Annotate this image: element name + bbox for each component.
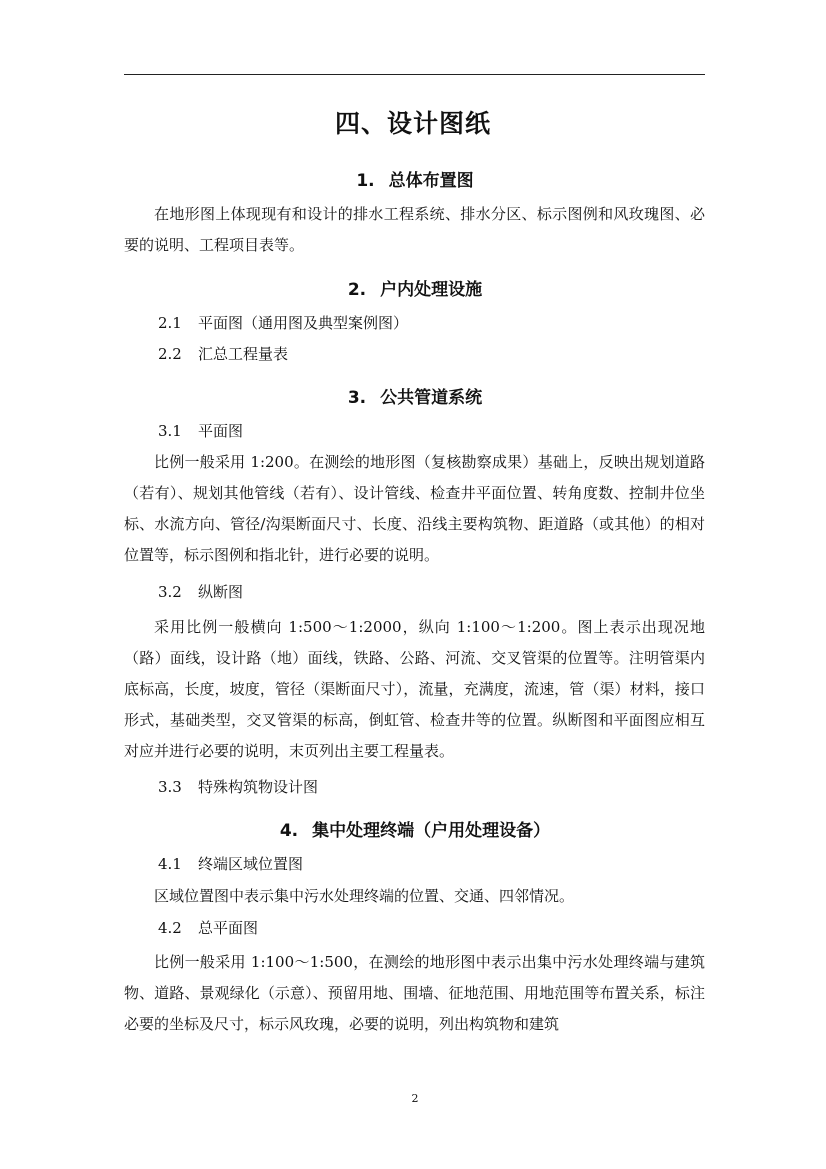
section-1-heading [0,166,826,191]
subsection-3-1 [158,416,243,447]
subsection-2-2-label: 汇总工程量表 [198,345,289,363]
subsection-3-2-number: 3.2 [158,583,182,601]
section-2-title: 户内处理设施 [380,280,483,300]
section-4-heading [0,816,826,841]
section-3-2-paragraph: 采用比例一般横向 1:500～1:2000，纵向 1:100～1:200。图上表示出现况地（路）面线，设计路（地）面线，铁路、公路、河流、交叉管渠的位置等。注明管渠内底标高，长度，坡度，管径（渠断面尺寸），流量，充满度，流速，管（渠）材料，接口形式，基础类型，交叉管渠的标高，倒虹管、检查井等的位置。纵断图和平面图应相互对应并进行必要的说明，末页列出主要工程量表。 [124,618,705,760]
subsection-3-3-number: 3.3 [158,778,182,796]
subsection-2-1-number: 2.1 [158,314,182,332]
section-4-1-paragraph: 区域位置图中表示集中污水处理终端的位置、交通、四邻情况。 [154,887,575,905]
subsection-4-2 [158,913,258,944]
page-title: 四、设计图纸 [334,109,491,138]
subsection-2-1 [158,308,408,339]
section-1-paragraph: 在地形图上体现现有和设计的排水工程系统、排水分区、标示图例和风玫瑰图、必要的说明、工程项目表等。 [124,205,705,254]
subsection-3-3-label: 特殊构筑物设计图 [198,778,319,796]
subsection-2-2-number: 2.2 [158,345,182,363]
subsection-4-1 [158,849,303,880]
section-2-heading [0,275,826,300]
subsection-3-3 [158,772,318,803]
section-3-number: 3. [347,388,367,408]
subsection-4-2-number: 4.2 [158,919,182,937]
section-4-number: 4. [279,821,299,841]
subsection-2-2 [158,339,288,370]
subsection-3-1-label: 平面图 [198,422,244,440]
subsection-4-2-label: 总平面图 [198,919,259,937]
subsection-3-2 [158,577,243,608]
section-3-title: 公共管道系统 [380,388,483,408]
header-rule [124,74,705,75]
subsection-3-2-label: 纵断图 [198,583,244,601]
section-1-title: 总体布置图 [388,171,474,191]
section-4-2-paragraph: 比例一般采用 1:100～1:500，在测绘的地形图中表示出集中污水处理终端与建筑物、道路、景观绿化（示意）、预留用地、围墙、征地范围、用地范围等布置关系，标注必要的坐标及尺寸，标示风玫瑰，必要的说明，列出构筑物和建筑 [124,953,705,1033]
page-number: 2 [411,1092,419,1105]
subsection-4-1-label: 终端区域位置图 [198,855,304,873]
section-3-1-paragraph: 比例一般采用 1:200。在测绘的地形图（复核勘察成果）基础上，反映出规划道路（若有）、规划其他管线（若有）、设计管线、检查井平面位置、转角度数、控制井位坐标、水流方向、管径/沟渠断面尺寸、长度、沿线主要构筑物、距道路（或其他）的相对位置等，标示图例和指北针，进行必要的说明。 [124,453,705,564]
subsection-4-1-number: 4.1 [158,855,182,873]
section-2-number: 2. [347,280,367,300]
subsection-2-1-label: 平面图（通用图及典型案例图） [198,314,409,332]
subsection-3-1-number: 3.1 [158,422,182,440]
section-4-title: 集中处理终端（户用处理设备） [312,821,551,841]
section-3-heading [0,383,826,408]
section-1-number: 1. [356,171,375,191]
